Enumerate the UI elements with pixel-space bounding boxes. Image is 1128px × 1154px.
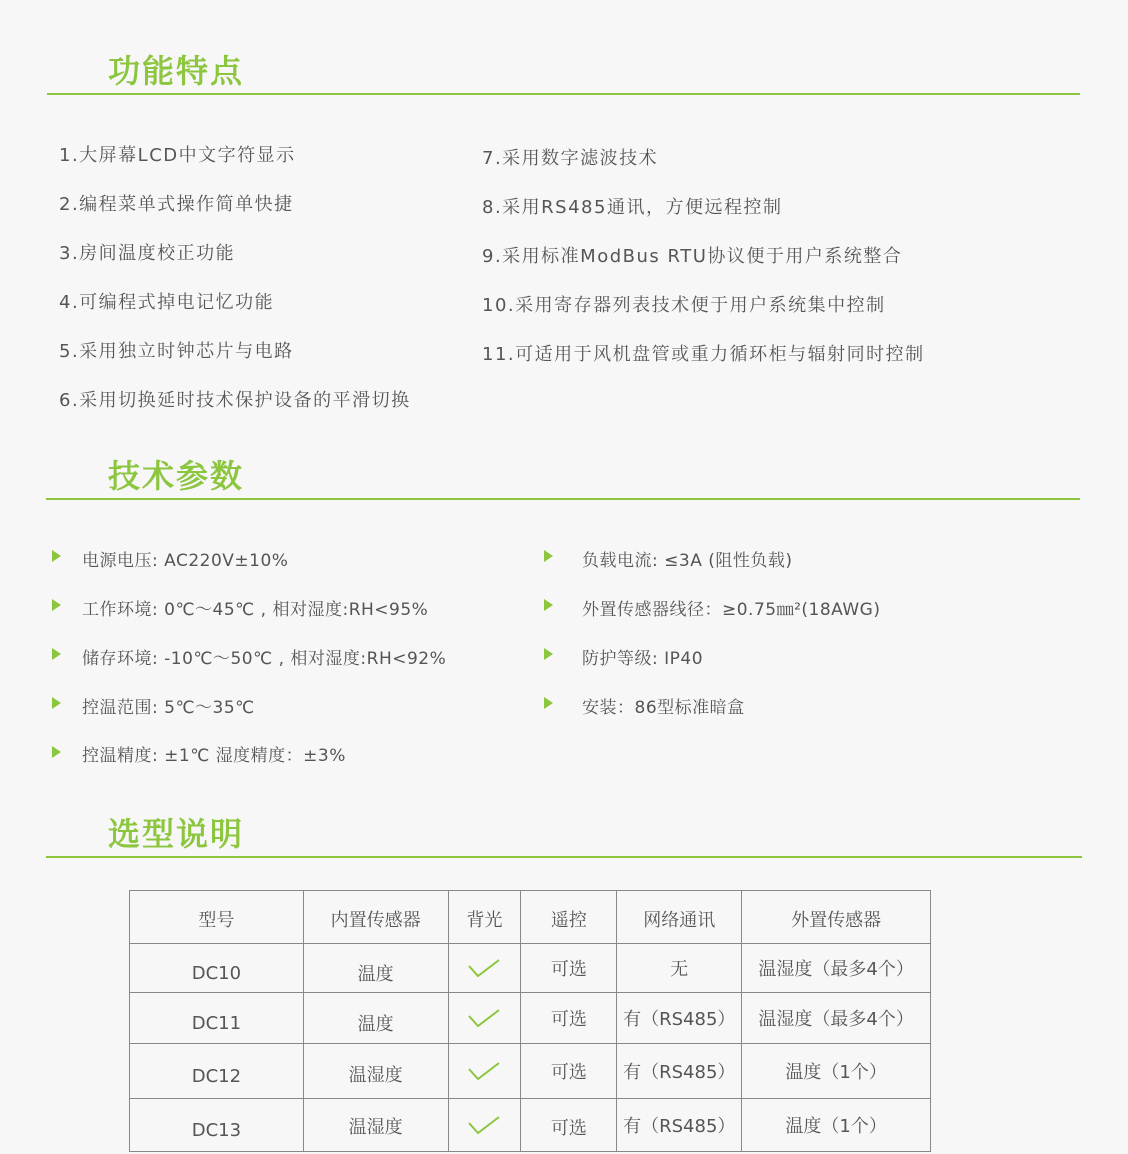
param-item: 储存环境: -10℃～50℃ , 相对湿度:RH<92% — [82, 649, 447, 669]
header-builtin-sensor: 内置传感器 — [303, 891, 448, 944]
param-item: 电源电压: AC220V±10% — [82, 551, 289, 571]
selection-divider — [46, 856, 1082, 858]
features-title: 功能特点 — [108, 52, 245, 90]
bullet-icon — [52, 550, 61, 562]
param-item: 负载电流: ≤3A (阻性负载) — [582, 551, 793, 571]
selection-title: 选型说明 — [108, 815, 245, 853]
param-item: 控温精度: ±1℃ 湿度精度：±3% — [82, 746, 346, 766]
param-item: 防护等级: IP40 — [582, 649, 704, 669]
cell-network: 有（RS485） — [617, 1044, 742, 1099]
header-backlight: 背光 — [448, 891, 521, 944]
feature-item: 9.采用标准ModBus RTU协议便于用户系统整合 — [482, 246, 903, 267]
param-item: 控温范围: 5℃～35℃ — [82, 698, 255, 718]
check-icon — [467, 1114, 501, 1136]
cell-network: 无 — [617, 944, 742, 993]
bullet-icon — [52, 599, 61, 611]
bullet-icon — [544, 599, 553, 611]
cell-model: DC11 — [130, 993, 304, 1044]
cell-backlight — [448, 944, 521, 993]
bullet-icon — [52, 697, 61, 709]
cell-external-sensor: 温湿度（最多4个） — [742, 993, 931, 1044]
feature-item: 3.房间温度校正功能 — [59, 243, 236, 264]
cell-backlight — [448, 1099, 521, 1152]
bullet-icon — [544, 648, 553, 660]
cell-network: 有（RS485） — [617, 993, 742, 1044]
features-divider — [47, 93, 1080, 95]
model-selection-table — [129, 890, 931, 1152]
feature-item: 2.编程菜单式操作简单快捷 — [59, 194, 294, 215]
bullet-icon — [52, 746, 61, 758]
feature-item: 4.可编程式掉电记忆功能 — [59, 292, 275, 313]
cell-backlight — [448, 1044, 521, 1099]
check-icon — [467, 1060, 501, 1082]
header-network: 网络通讯 — [617, 891, 742, 944]
param-item: 外置传感器线径：≥0.75㎜²(18AWG) — [582, 600, 881, 620]
feature-item: 8.采用RS485通讯，方便远程控制 — [482, 197, 783, 218]
table-header-row — [130, 891, 931, 944]
cell-network: 有（RS485） — [617, 1099, 742, 1152]
cell-external-sensor: 温湿度（最多4个） — [742, 944, 931, 993]
cell-remote: 可选 — [521, 1044, 617, 1099]
cell-builtin-sensor: 温湿度 — [303, 1044, 448, 1099]
cell-model: DC12 — [130, 1044, 304, 1099]
cell-remote: 可选 — [521, 944, 617, 993]
cell-external-sensor: 温度（1个） — [742, 1099, 931, 1152]
cell-model: DC10 — [130, 944, 304, 993]
header-remote: 遥控 — [521, 891, 617, 944]
table-row — [130, 993, 931, 1044]
cell-builtin-sensor: 温度 — [303, 993, 448, 1044]
cell-builtin-sensor: 温湿度 — [303, 1099, 448, 1152]
cell-remote: 可选 — [521, 993, 617, 1044]
bullet-icon — [52, 648, 61, 660]
feature-item: 6.采用切换延时技术保护设备的平滑切换 — [59, 390, 411, 411]
cell-model: DC13 — [130, 1099, 304, 1152]
feature-item: 10.采用寄存器列表技术便于用户系统集中控制 — [482, 295, 886, 316]
cell-external-sensor: 温度（1个） — [742, 1044, 931, 1099]
check-icon — [467, 1007, 501, 1029]
table-row — [130, 944, 931, 993]
feature-item: 11.可适用于风机盘管或重力循环柜与辐射同时控制 — [482, 344, 925, 365]
header-external-sensor: 外置传感器 — [742, 891, 931, 944]
bullet-icon — [544, 697, 553, 709]
check-icon — [467, 957, 501, 979]
bullet-icon — [544, 550, 553, 562]
param-item: 工作环境: 0℃～45℃ , 相对湿度:RH<95% — [82, 600, 429, 620]
header-model: 型号 — [130, 891, 304, 944]
params-title: 技术参数 — [108, 457, 245, 495]
param-item: 安装：86型标准暗盒 — [582, 698, 745, 718]
feature-item: 1.大屏幕LCD中文字符显示 — [59, 145, 296, 166]
cell-builtin-sensor: 温度 — [303, 944, 448, 993]
feature-item: 7.采用数字滤波技术 — [482, 148, 659, 169]
table-row — [130, 1044, 931, 1099]
feature-item: 5.采用独立时钟芯片与电路 — [59, 341, 294, 362]
table-row — [130, 1099, 931, 1152]
cell-backlight — [448, 993, 521, 1044]
params-divider — [46, 498, 1080, 500]
cell-remote: 可选 — [521, 1099, 617, 1152]
